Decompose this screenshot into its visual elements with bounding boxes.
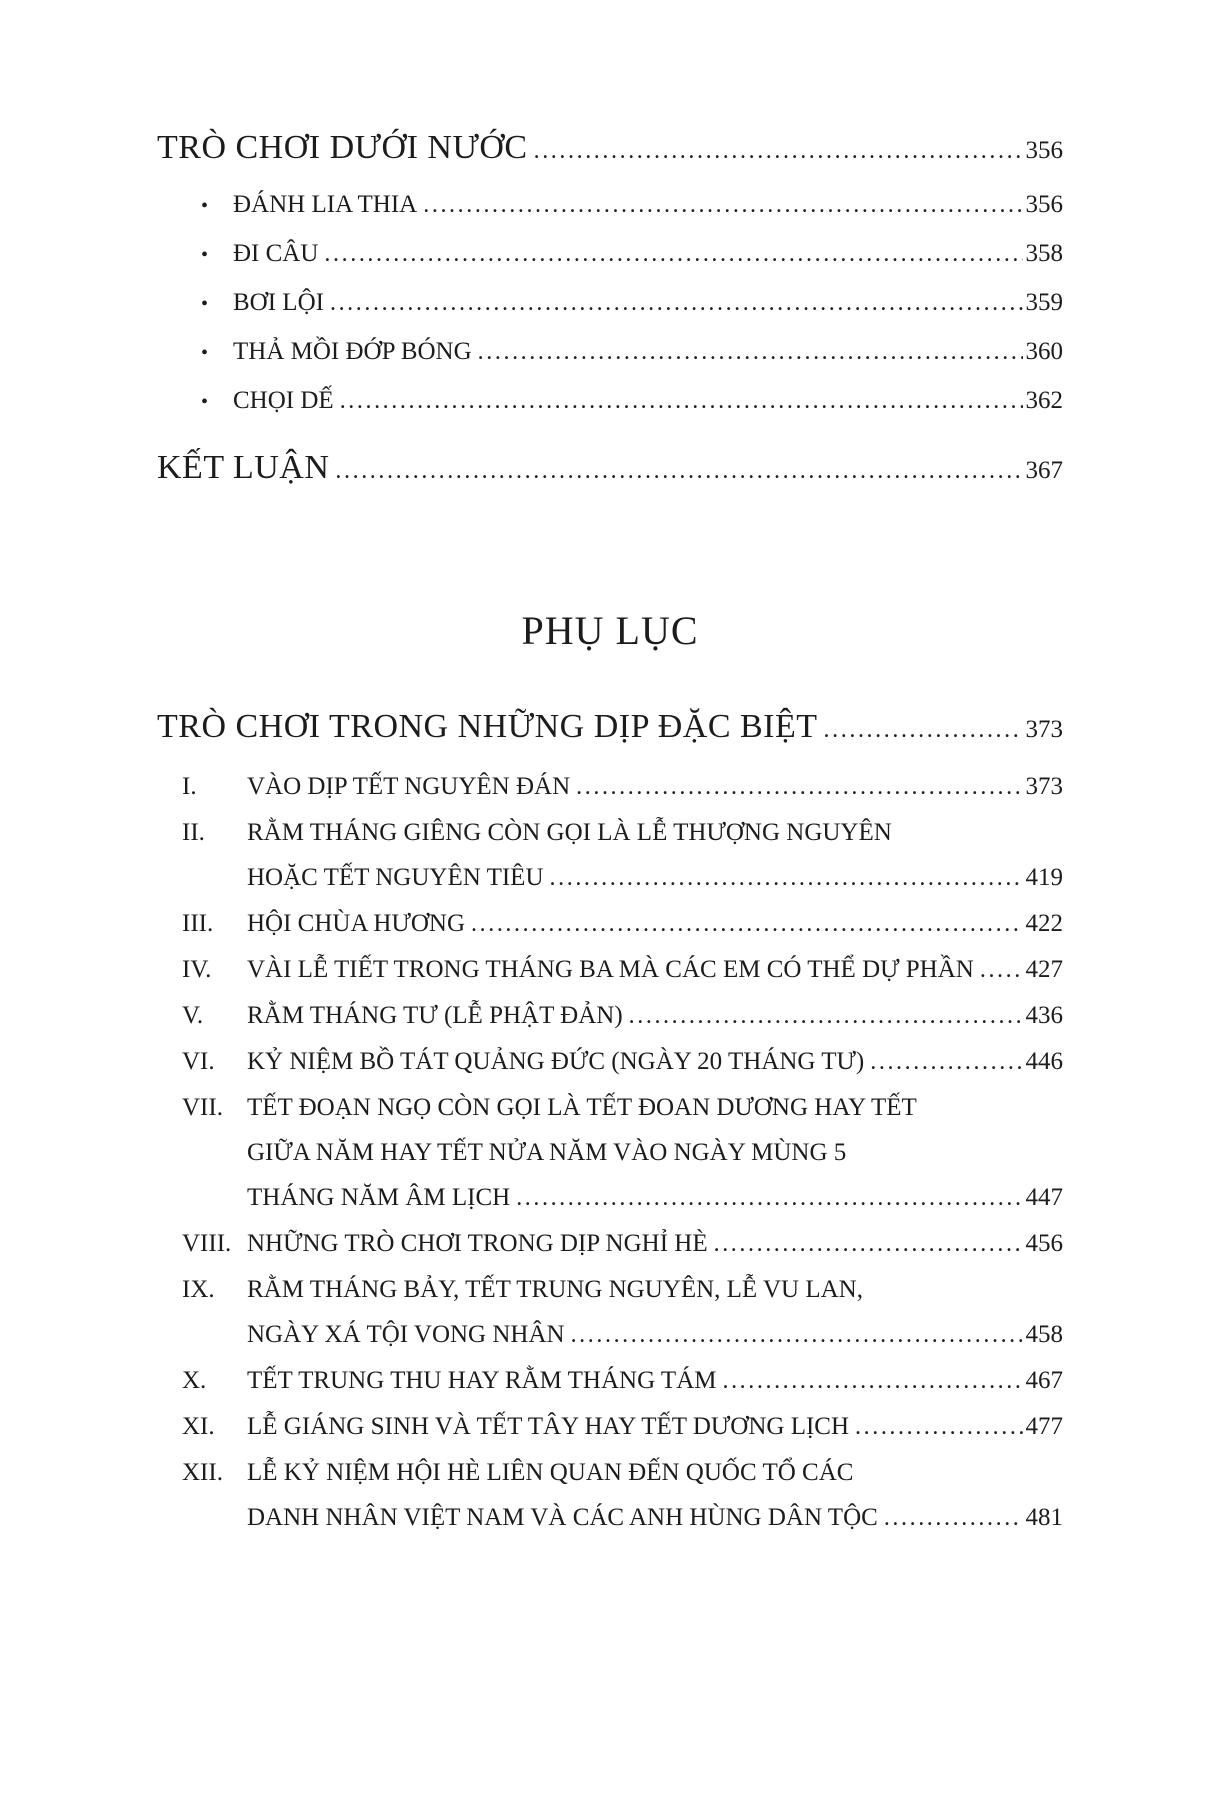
appendix-item-row [157, 810, 1063, 855]
toc-bullet-row [157, 328, 1063, 377]
appendix-item-title: RẰM THÁNG GIÊNG CÒN GỌI LÀ LỄ THƯỢNG NGUYÊN [247, 819, 892, 846]
appendix-item-row [157, 1267, 1063, 1312]
dot-leader [884, 1495, 1023, 1541]
page-number: 458 [1025, 1321, 1063, 1348]
appendix-item-title: TẾT TRUNG THU HAY RẰM THÁNG TÁM [247, 1367, 717, 1394]
bullet-icon: • [201, 391, 209, 413]
appendix-item-numeral: XI. [182, 1413, 215, 1440]
page-number: 427 [1025, 956, 1063, 983]
toc-item-title: ĐI CÂU [233, 240, 319, 267]
toc-bullet-row [157, 181, 1063, 230]
appendix-section-heading-row [157, 705, 1063, 752]
appendix-item-row [157, 1404, 1063, 1450]
page-number: 446 [1025, 1048, 1063, 1075]
page-number: 436 [1025, 1002, 1063, 1029]
dot-leader [722, 1358, 1022, 1404]
appendix-item-row [157, 764, 1063, 810]
appendix-section [157, 705, 1063, 1541]
appendix-item-numeral: I. [182, 773, 197, 800]
toc-top-section [157, 126, 1063, 493]
page-number: 477 [1025, 1413, 1063, 1440]
page-number: 373 [1025, 773, 1063, 800]
appendix-item-numeral: IV. [182, 956, 212, 983]
appendix-item-row [157, 993, 1063, 1039]
dot-leader [516, 1175, 1022, 1221]
appendix-item-numeral: XII. [182, 1459, 223, 1486]
dot-leader [324, 230, 1022, 278]
dot-leader [423, 181, 1022, 229]
toc-item-title: ĐÁNH LIA THIA [233, 191, 418, 218]
toc-item-title: THẢ MỒI ĐỚP BÓNG [233, 338, 472, 365]
appendix-item-numeral: VI. [182, 1048, 215, 1075]
conclusion-title: KẾT LUẬN [157, 449, 330, 486]
appendix-item-title: NGÀY XÁ TỘI VONG NHÂN [247, 1321, 565, 1348]
appendix-section-title: TRÒ CHƠI TRONG NHỮNG DỊP ĐẶC BIỆT [157, 708, 818, 745]
page-number: 422 [1025, 910, 1063, 937]
appendix-item-title: RẰM THÁNG BẢY, TẾT TRUNG NGUYÊN, LỄ VU LAN, [247, 1276, 863, 1303]
appendix-item-row [157, 855, 1063, 901]
page-number: 360 [1025, 338, 1063, 365]
dot-leader [629, 993, 1023, 1039]
appendix-item-title: NHỮNG TRÒ CHƠI TRONG DỊP NGHỈ HÈ [247, 1230, 708, 1257]
appendix-item-numeral: II. [182, 819, 205, 846]
dot-leader [335, 446, 1022, 493]
appendix-item-numeral: VIII. [182, 1230, 232, 1257]
appendix-item-row [157, 947, 1063, 993]
toc-bullet-row [157, 230, 1063, 279]
page-number: 419 [1025, 864, 1063, 891]
dot-leader [571, 1312, 1023, 1358]
dot-leader [340, 377, 1023, 425]
bullet-icon: • [201, 244, 209, 266]
appendix-item-title: GIỮA NĂM HAY TẾT NỬA NĂM VÀO NGÀY MÙNG 5 [247, 1139, 847, 1166]
dot-leader [980, 947, 1023, 993]
appendix-item-title: VÀO DỊP TẾT NGUYÊN ĐÁN [247, 773, 571, 800]
bullet-icon: • [201, 293, 209, 315]
dot-leader [330, 279, 1023, 327]
appendix-item-title: HOẶC TẾT NGUYÊN TIÊU [247, 864, 544, 891]
section-title: TRÒ CHƠI DƯỚI NƯỚC [157, 129, 528, 166]
appendix-item-title: VÀI LỄ TIẾT TRONG THÁNG BA MÀ CÁC EM CÓ THỂ DỰ PHẦN [247, 956, 974, 983]
dot-leader [471, 901, 1022, 947]
toc-bullet-row [157, 377, 1063, 426]
toc-item-title: BƠI LỘI [233, 289, 324, 316]
section-heading-row [157, 126, 1063, 173]
appendix-item-numeral: VII. [182, 1094, 223, 1121]
appendix-item-row [157, 901, 1063, 947]
appendix-item-title: LỄ KỶ NIỆM HỘI HÈ LIÊN QUAN ĐẾN QUỐC TỔ CÁC [247, 1459, 854, 1486]
dot-leader [576, 764, 1022, 810]
page-number: 367 [1025, 457, 1063, 484]
page-number: 447 [1025, 1184, 1063, 1211]
conclusion-row [157, 446, 1063, 493]
appendix-item-list [157, 764, 1063, 1541]
page-number: 356 [1025, 137, 1063, 164]
dot-leader [855, 1404, 1022, 1450]
appendix-item-row [157, 1175, 1063, 1221]
dot-leader [870, 1039, 1022, 1085]
appendix-item-title: LỄ GIÁNG SINH VÀ TẾT TÂY HAY TẾT DƯƠNG LỊCH [247, 1413, 850, 1440]
appendix-item-numeral: V. [182, 1002, 204, 1029]
page-number: 359 [1025, 289, 1063, 316]
dot-leader [478, 328, 1023, 376]
appendix-item-title: RẰM THÁNG TƯ (LỄ PHẬT ĐẢN) [247, 1002, 623, 1029]
page-number: 373 [1025, 716, 1063, 743]
appendix-item-row [157, 1221, 1063, 1267]
toc-item-title: CHỌI DẾ [233, 387, 334, 414]
bullet-icon: • [201, 195, 209, 217]
appendix-item-numeral: III. [182, 910, 214, 937]
appendix-heading: PHỤ LỤC [521, 608, 699, 653]
appendix-item-row [157, 1450, 1063, 1495]
page-number: 362 [1025, 387, 1063, 414]
appendix-item-title: TẾT ĐOẠN NGỌ CÒN GỌI LÀ TẾT ĐOAN DƯƠNG HAY TẾT [247, 1094, 917, 1121]
appendix-item-title: THÁNG NĂM ÂM LỊCH [247, 1184, 511, 1211]
bullet-list [157, 181, 1063, 426]
appendix-item-row [157, 1312, 1063, 1358]
appendix-item-row [157, 1495, 1063, 1541]
appendix-item-row [157, 1039, 1063, 1085]
dot-leader [824, 705, 1023, 752]
page-number: 358 [1025, 240, 1063, 267]
appendix-item-title: DANH NHÂN VIỆT NAM VÀ CÁC ANH HÙNG DÂN TỘC [247, 1504, 878, 1531]
appendix-item-row [157, 1358, 1063, 1404]
appendix-item-row [157, 1085, 1063, 1130]
appendix-item-numeral: IX. [182, 1276, 215, 1303]
appendix-item-title: HỘI CHÙA HƯƠNG [247, 910, 466, 937]
appendix-item-numeral: X. [182, 1367, 207, 1394]
dot-leader [550, 855, 1023, 901]
dot-leader [534, 126, 1023, 173]
dot-leader [714, 1221, 1023, 1267]
page-number: 456 [1025, 1230, 1063, 1257]
page-number: 356 [1025, 191, 1063, 218]
appendix-item-title: KỶ NIỆM BỒ TÁT QUẢNG ĐỨC (NGÀY 20 THÁNG TƯ) [247, 1048, 865, 1075]
toc-bullet-row [157, 279, 1063, 328]
page-number: 481 [1025, 1504, 1063, 1531]
bullet-icon: • [201, 342, 209, 364]
page-number: 467 [1025, 1367, 1063, 1394]
appendix-item-row [157, 1130, 1063, 1175]
